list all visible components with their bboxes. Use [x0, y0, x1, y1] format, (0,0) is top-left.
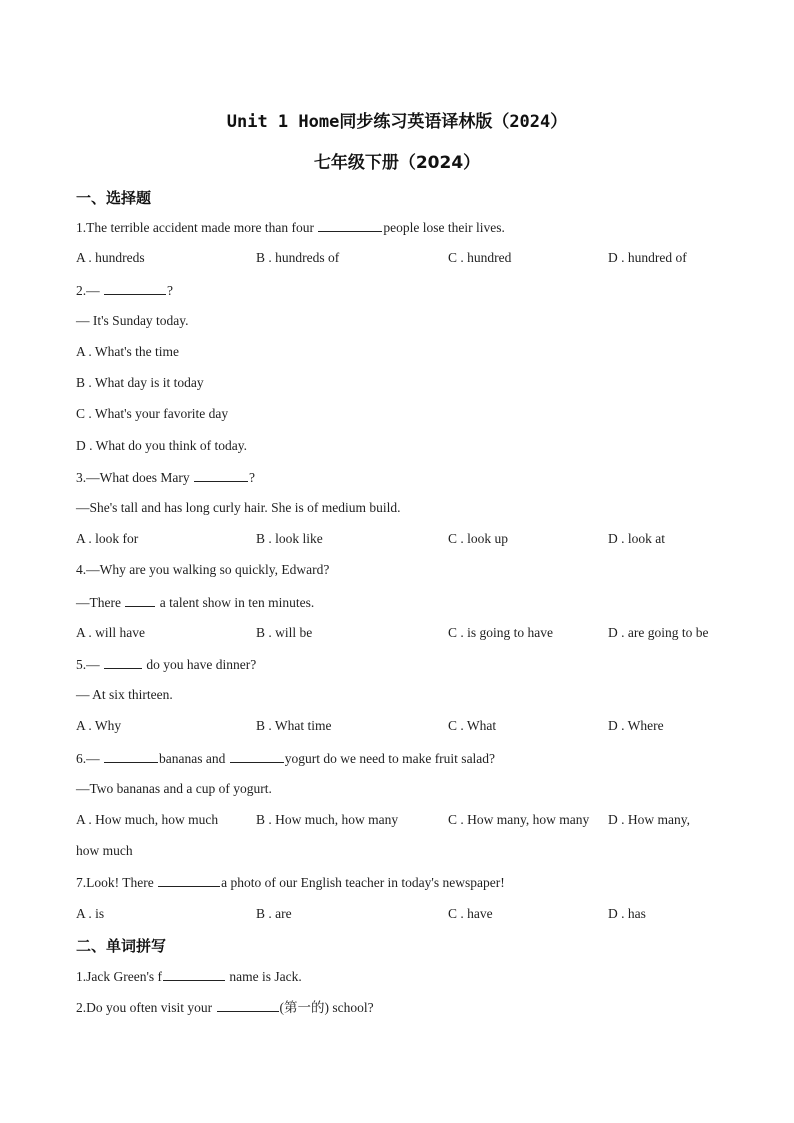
question-2-option-c[interactable]: C . What's your favorite day — [76, 406, 229, 421]
question-1-text-b: people lose their lives. — [383, 220, 505, 235]
question-7-text-b: a photo of our English teacher in today's newspaper! — [221, 875, 505, 890]
question-5-reply: — At six thirteen. — [76, 687, 173, 702]
question-4-stem: 4.—Why are you walking so quickly, Edward? — [76, 562, 330, 577]
document-title: Unit 1 Home同步练习英语译林版（2024） — [226, 112, 568, 132]
question-2-stem — [76, 282, 173, 299]
answer-blank — [104, 750, 158, 763]
question-3-text-a: 3.—What does Mary — [76, 470, 193, 485]
question-5-option-a[interactable]: A . Why — [76, 718, 122, 733]
answer-blank — [230, 750, 284, 763]
question-6-text-a: 6.— — [76, 751, 103, 766]
question-4-reply-b: a talent show in ten minutes. — [156, 595, 315, 610]
question-7-option-c[interactable]: C . have — [448, 906, 493, 921]
question-3-text-b: ? — [248, 470, 255, 485]
spelling-2-text-a: 2.Do you often visit your — [76, 1000, 216, 1015]
question-4-option-c[interactable]: C . is going to have — [448, 625, 553, 640]
question-6-text-c: yogurt do we need to make fruit salad? — [284, 751, 496, 766]
section-heading-choice: 一、选择题 — [76, 189, 152, 207]
question-1-option-c[interactable]: C . hundred — [448, 250, 512, 265]
question-3-option-a[interactable]: A . look for — [76, 531, 139, 546]
question-1-text-a: 1.The terrible accident made more than four — [76, 220, 318, 235]
spelling-2-stem — [76, 999, 374, 1016]
question-6-option-c[interactable]: C . How many, how many — [448, 812, 590, 827]
question-6-reply: —Two bananas and a cup of yogurt. — [76, 781, 272, 796]
question-3-option-d[interactable]: D . look at — [608, 531, 665, 546]
question-4-option-d[interactable]: D . are going to be — [608, 625, 709, 640]
question-4-option-a[interactable]: A . will have — [76, 625, 145, 640]
question-5-text-a: 5.— — [76, 657, 103, 672]
question-2-option-b[interactable]: B . What day is it today — [76, 375, 204, 390]
question-5-option-c[interactable]: C . What — [448, 718, 497, 733]
answer-blank — [318, 219, 382, 232]
question-1-stem — [76, 219, 505, 236]
question-3-option-b[interactable]: B . look like — [256, 531, 323, 546]
question-4-reply-a: —There — [76, 595, 125, 610]
question-7-option-a[interactable]: A . is — [76, 906, 105, 921]
question-7-stem — [76, 874, 505, 891]
answer-blank[interactable] — [163, 968, 225, 981]
document-subtitle: 七年级下册（2024） — [313, 153, 481, 173]
answer-blank — [194, 469, 248, 482]
question-2-option-d[interactable]: D . What do you think of today. — [76, 438, 247, 453]
question-2-reply: — It's Sunday today. — [76, 313, 189, 328]
question-3-stem — [76, 469, 255, 486]
spelling-1-stem — [76, 968, 302, 985]
answer-blank — [104, 656, 142, 669]
question-6-text-b: bananas and — [159, 751, 229, 766]
question-6-option-a[interactable]: A . How much, how much — [76, 812, 219, 827]
spelling-1-text-a: 1.Jack Green's f — [76, 969, 163, 984]
question-6-option-d[interactable]: D . How many, — [608, 812, 690, 827]
question-1-option-b[interactable]: B . hundreds of — [256, 250, 340, 265]
answer-blank[interactable] — [217, 999, 279, 1012]
question-6-option-d-continued: how much — [76, 843, 133, 858]
question-5-option-b[interactable]: B . What time — [256, 718, 332, 733]
question-6-stem — [76, 750, 495, 767]
question-4-reply — [76, 594, 314, 611]
question-2-text-b: ? — [167, 283, 173, 298]
question-5-stem — [76, 656, 256, 673]
section-heading-spelling: 二、单词拼写 — [76, 937, 167, 955]
question-3-reply: —She's tall and has long curly hair. She is of medium build. — [76, 500, 401, 515]
question-6-option-b[interactable]: B . How much, how many — [256, 812, 399, 827]
spelling-1-text-b: name is Jack. — [226, 969, 302, 984]
question-7-option-d[interactable]: D . has — [608, 906, 646, 921]
answer-blank — [158, 874, 220, 887]
answer-blank — [104, 282, 166, 295]
question-7-option-b[interactable]: B . are — [256, 906, 292, 921]
question-5-option-d[interactable]: D . Where — [608, 718, 664, 733]
question-5-text-b: do you have dinner? — [143, 657, 257, 672]
question-7-text-a: 7.Look! There — [76, 875, 158, 890]
question-1-option-d[interactable]: D . hundred of — [608, 250, 687, 265]
spelling-2-text-b: (第一的) school? — [279, 1000, 374, 1015]
answer-blank — [125, 594, 155, 607]
question-1-option-a[interactable]: A . hundreds — [76, 250, 145, 265]
question-2-option-a[interactable]: A . What's the time — [76, 344, 180, 359]
question-2-text-a: 2.— — [76, 283, 103, 298]
question-4-option-b[interactable]: B . will be — [256, 625, 313, 640]
question-3-option-c[interactable]: C . look up — [448, 531, 509, 546]
